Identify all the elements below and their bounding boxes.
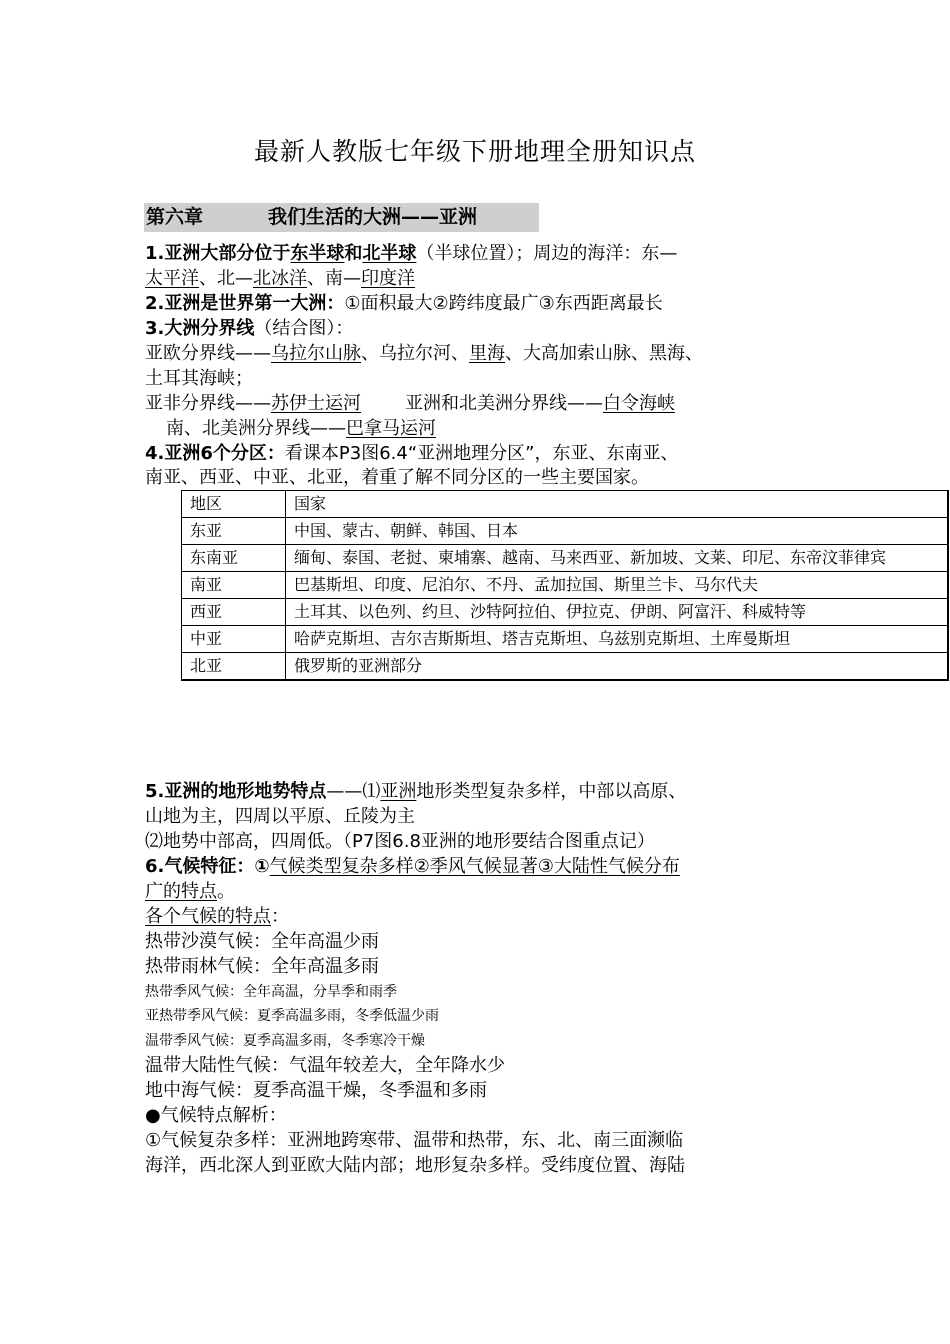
chapter-name: 我们生活的大洲——亚洲 [268, 206, 478, 228]
climate-item: 热带季风气候：全年高温，分旱季和雨季 [145, 984, 397, 1000]
table-cell-countries: 俄罗斯的亚洲部分 [286, 653, 949, 681]
table-header-region: 地区 [182, 491, 286, 518]
climate-item: 温带季风气候：夏季高温多雨，冬季寒冷干燥 [145, 1033, 425, 1049]
climate-item: 温带大陆性气候：气温年较差大，全年降水少 [145, 1055, 505, 1076]
s3-note: （结合图）： [254, 318, 354, 339]
s2-body: ①面积最大②跨纬度最广③东西距离最长 [344, 293, 663, 314]
table-cell-region: 东南亚 [182, 545, 286, 572]
table-cell-region: 中亚 [182, 626, 286, 653]
climate-item: 亚热带季风气候：夏季高温多雨，冬季低温少雨 [145, 1008, 439, 1024]
climate-item: 地中海气候：夏季高温干燥，冬季温和多雨 [145, 1080, 487, 1101]
analysis-heading: ●气候特点解析： [145, 1105, 287, 1126]
table-row [182, 626, 949, 653]
chapter-heading [144, 203, 539, 232]
s1-arctic: 北冰洋 [253, 268, 307, 289]
s3-ural-river: 、乌拉尔河、 [361, 343, 469, 364]
table-cell-countries: 哈萨克斯坦、吉尔吉斯斯坦、塔吉克斯坦、乌兹别克斯坦、土库曼斯坦 [286, 626, 949, 653]
climate-subheading-text: 各个气候的特点 [145, 906, 271, 927]
s2-head: 2.亚洲是世界第一大洲： [145, 293, 345, 314]
section-2 [145, 292, 663, 316]
s4-head: 4.亚洲6个分区： [145, 443, 285, 464]
chapter-number: 第六章 [146, 206, 204, 228]
table-cell-region: 南亚 [182, 572, 286, 599]
section-3-line-1 [145, 342, 703, 366]
climate-subheading-colon: ： [271, 906, 289, 927]
table-row [182, 599, 949, 626]
s1-and: 和 [344, 243, 363, 264]
table-cell-countries: 中国、蒙古、朝鲜、韩国、日本 [286, 518, 949, 545]
table-row [182, 572, 949, 599]
table-row [182, 518, 949, 545]
s1-north-hemisphere: 北半球 [362, 243, 417, 264]
analysis-line-2: 海洋，西北深人到亚欧大陆内部；地形复杂多样。受纬度位置、海陆 [145, 1155, 685, 1176]
s5-body: 地形类型复杂多样，中部以高原、 [416, 781, 687, 802]
s1-east-hemisphere: 东半球 [290, 243, 345, 264]
s5-head: 5.亚洲的地形地势特点 [145, 781, 327, 802]
s3-caucasus: 、大高加索山脉、黑海、 [505, 343, 703, 364]
climate-item: 热带沙漠气候：全年高温少雨 [145, 931, 379, 952]
table-cell-countries: 巴基斯坦、印度、尼泊尔、不丹、孟加拉国、斯里兰卡、马尔代夫 [286, 572, 949, 599]
table-cell-region: 东亚 [182, 518, 286, 545]
table-header-row [182, 491, 949, 518]
s6-mark: ① [254, 856, 270, 877]
section-5-line-1 [145, 780, 686, 804]
table-header-countries: 国家 [286, 491, 949, 518]
s3-bering: 白令海峡 [603, 393, 675, 414]
section-1-line-1 [145, 242, 677, 266]
table-cell-countries: 缅甸、泰国、老挝、柬埔寨、越南、马来西亚、新加坡、文莱、印尼、东帝汶菲律宾 [286, 545, 949, 572]
s3-caspian: 里海 [469, 343, 505, 364]
table-cell-countries: 土耳其、以色列、约旦、沙特阿拉伯、伊拉克、伊朗、阿富汗、科威特等 [286, 599, 949, 626]
s6-head: 6.气候特征： [145, 856, 255, 877]
s1-indian: 印度洋 [361, 268, 415, 289]
s1-pacific: 太平洋 [145, 268, 199, 289]
section-3-head [145, 317, 353, 341]
section-5-line-3: ⑵地势中部高，四周低。（P7图6.8亚洲的地形要结合图重点记） [145, 831, 655, 852]
section-1-line-2 [145, 267, 415, 291]
section-3-line-2: 土耳其海峡； [145, 368, 253, 389]
section-3-line-4 [166, 417, 436, 441]
table-row [182, 545, 949, 572]
s3-eu-label: 亚欧分界线—— [145, 343, 271, 364]
s1-head: 1.亚洲大部分位于 [145, 243, 291, 264]
analysis-line-1: ①气候复杂多样：亚洲地跨寒带、温带和热带，东、北、南三面濒临 [145, 1130, 684, 1151]
s3-head: 3.大洲分界线 [145, 318, 255, 339]
climate-subheading [145, 905, 289, 929]
s3-panama: 巴拿马运河 [346, 418, 436, 439]
section-6-line-2 [145, 880, 235, 904]
regions-table [181, 490, 949, 681]
s6-period: 。 [217, 881, 235, 902]
section-4-line-2: 南亚、西亚、中亚、北亚，着重了解不同分区的一些主要国家。 [145, 467, 649, 488]
s1-rest: （半球位置）；周边的海洋：东— [416, 243, 678, 264]
s5-dash: ——⑴ [326, 781, 381, 802]
section-5-line-2: 山地为主，四周以平原、丘陵为主 [145, 806, 415, 827]
s3-na-label: 亚洲和北美洲分界线—— [405, 393, 603, 414]
s4-body: 看课本P3图6.4“亚洲地理分区”，东亚、东南亚、 [284, 443, 679, 464]
table-row [182, 653, 949, 681]
section-3-line-3 [145, 392, 675, 416]
s3-suez: 苏伊士运河 [271, 393, 361, 414]
table-cell-region: 西亚 [182, 599, 286, 626]
s3-sa-label: 南、北美洲分界线—— [166, 418, 346, 439]
section-4-line-1 [145, 442, 678, 466]
s1-south: 、南— [307, 268, 361, 289]
s6-body-end: 广的特点 [145, 881, 217, 902]
s5-asia: 亚洲 [380, 781, 417, 802]
climate-item: 热带雨林气候：全年高温多雨 [145, 956, 379, 977]
document-title: 最新人教版七年级下册地理全册知识点 [253, 137, 696, 166]
s1-north: 、北— [199, 268, 253, 289]
s6-body: 气候类型复杂多样②季风气候显著③大陆性气候分布 [269, 856, 680, 877]
s3-af-label: 亚非分界线—— [145, 393, 271, 414]
table-cell-region: 北亚 [182, 653, 286, 681]
s3-ural-mts: 乌拉尔山脉 [271, 343, 361, 364]
section-6-line-1 [145, 855, 680, 879]
